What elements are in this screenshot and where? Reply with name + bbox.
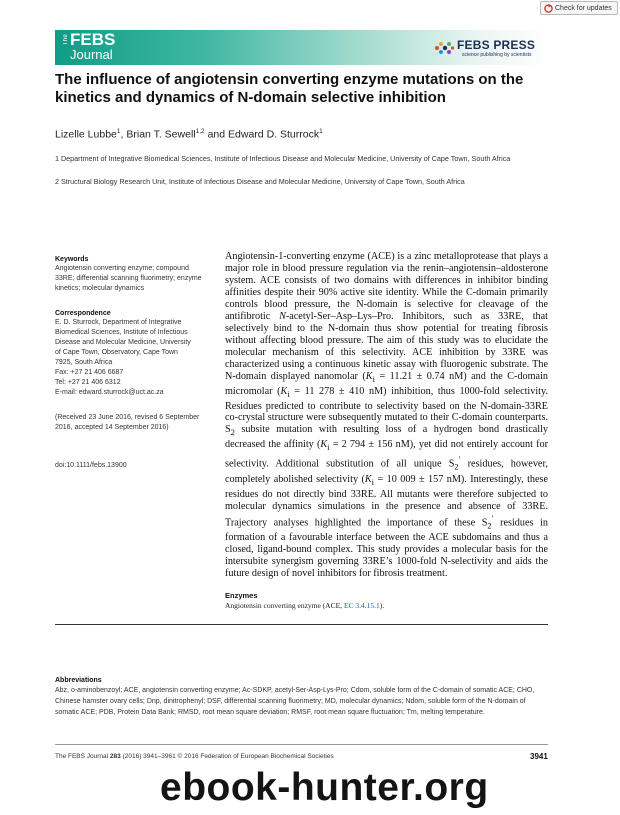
- abstract-subscript: i: [287, 388, 290, 399]
- article-title: The influence of angiotensin converting enzyme mutations on the kinetics and dynamics of N-domain selective inhibition: [55, 71, 524, 106]
- correspondence-line: 7925, South Africa: [55, 359, 113, 366]
- journal-logo-febs: FEBS: [70, 30, 116, 49]
- affiliation: 2 Structural Biology Research Unit, Institute of Infectious Disease and Molecular Medicine, University of Cape Town, South Africa: [55, 177, 465, 186]
- correspondence-heading: Correspondence: [55, 310, 111, 317]
- author-affiliation-mark: 1: [319, 128, 323, 135]
- affiliation: 1 Department of Integrative Biomedical Sciences, Institute of Infectious Disease and Molecular Medicine, University of Cape Town, South Africa: [55, 154, 511, 163]
- abstract-text: Angiotensin-1-converting enzyme (ACE) is a zinc metalloprotease that plays a major role in blood pressure regulation via the renin–angiotensin–aldosterone system. ACE consists of two domains with differences in inhibitor binding affinities despite their 90% active site identity. While the C-domain primarily controls blood pressure, the N-domain is selective for cleavage of the antifibrotic: [225, 251, 548, 322]
- abstract-text: residues, however, completely abolished selectivity (: [225, 458, 548, 485]
- abstract-subscript: 2: [454, 461, 459, 472]
- ec-number-link[interactable]: EC 3.4.15.1: [343, 601, 380, 610]
- author-conjunction: and: [207, 128, 226, 141]
- correspondence-block: [55, 318, 210, 398]
- abstract-italic: K: [364, 473, 372, 485]
- refresh-icon: [544, 4, 553, 13]
- doi[interactable]: doi:10.1111/febs.13900: [55, 462, 127, 469]
- footer-volume: 283: [109, 753, 121, 760]
- keywords-heading: Keywords: [55, 256, 89, 263]
- abstract-italic: K: [280, 385, 288, 397]
- abstract: [225, 251, 548, 580]
- abstract-subscript: i: [372, 373, 375, 384]
- enzymes-tail: ).: [379, 601, 385, 610]
- abstract-text: subsite mutation with resulting loss of a hydrogen bond drastically decreased the affinity (: [225, 424, 548, 451]
- abstract-text: = 11 278 ± 410 nM) inhibition, thus 1000-fold selectivity. Residues predicted to contribute to selectivity based on the N-domain-33RE co-crystal structure were subsequently mutated to their C-domain counterparts. S: [225, 385, 548, 436]
- correspondence-line: Biomedical Sciences, Institute of Infectious: [55, 329, 188, 336]
- abstract-superscript: ′: [458, 454, 461, 465]
- author-affiliation-mark: 1,2: [195, 128, 205, 135]
- author-name: Lizelle Lubbe: [55, 128, 117, 141]
- correspondence-line: Disease and Molecular Medicine, University: [55, 339, 191, 346]
- abstract-text: = 10 009 ± 157 nM). Interestingly, these residues do not directly bind 33RE. All mutants were therefore subjected to molecular dynamics simulations in the presence and absence of 33RE. Trajectory analyses highlighted the importance of these S: [225, 473, 548, 529]
- abstract-italic: N: [279, 310, 286, 322]
- footer-copyright: (2016) 3941–3961 © 2016 Federation of European Biochemical Societies: [120, 753, 334, 760]
- footer-journal: The FEBS Journal: [55, 753, 110, 760]
- watermark: ebook-hunter.org: [160, 766, 489, 809]
- footer-citation: [55, 753, 334, 760]
- febs-press-name: FEBS PRESS: [457, 38, 536, 52]
- abstract-subscript: 2: [487, 520, 492, 531]
- abstract-subscript: 2: [230, 427, 235, 438]
- enzymes-heading: Enzymes: [225, 591, 258, 600]
- abstract-subscript: i: [371, 476, 375, 487]
- received-dates: (Received 23 June 2016, revised 6 September 2016, accepted 14 September 2016): [55, 414, 200, 431]
- footer-divider: [55, 744, 548, 745]
- febs-press-tagline: science publishing by scientists: [462, 52, 532, 58]
- abstract-superscript: ′: [491, 512, 494, 523]
- correspondence-email[interactable]: E-mail: edward.sturrock@uct.ac.za: [55, 389, 164, 396]
- correspondence-line: Fax: +27 21 406 6687: [55, 369, 124, 376]
- correspondence-line: Tel: +27 21 406 6312: [55, 379, 121, 386]
- keywords-text: Angiotensin converting enzyme; compound 33RE; differential scanning fluorimetry; enzyme kinetics; molecular dynamics: [55, 265, 202, 292]
- abstract-text: = 11.21 ± 0.74 nM) and the C-domain micromolar (: [225, 370, 549, 397]
- abstract-subscript: i: [327, 442, 330, 453]
- journal-logo-the: The: [63, 34, 69, 46]
- abstract-text: -acetyl-Ser–Asp–Lys–Pro. Inhibitors, such as 33RE, that selectively bind to the N-domain thus show potential for treating fibrosis without affecting blood pressure. The aim of this study was to elucidate the molecular mechanism of this selectivity. ACE inhibition by 33RE was characterized using a continuous kinetic assay with fluorogenic substrate. The N-domain displayed nanomolar (: [225, 310, 548, 382]
- abbreviations-heading: Abbreviations: [55, 677, 102, 684]
- author-affiliation-mark: 1: [116, 128, 121, 135]
- check-for-updates-label: Check for updates: [555, 5, 612, 12]
- author-list: Lizelle Lubbe$^1$, Brian T. Sewell$^{1,2}$ and Edward D. Sturrock$^1$: [55, 128, 323, 141]
- febs-press-logo-icon: [433, 39, 455, 57]
- abstract-text: residues in formation of a favourable interface between the ACE subdomains and thus a closed, ligand-bound complex. This study provides a molecular basis for the intersubite synergism governing 33RE’s 1000-fold N-selectivity and aids the future design of novel inhibitors for fibrosis treatment.: [225, 517, 548, 579]
- abstract-italic: K: [365, 370, 373, 382]
- journal-logo-journal: Journal: [70, 47, 113, 62]
- abstract-text: = 2 794 ± 156 nM), yet did not entirely account for selectivity. Additional substitution of all unique S: [225, 439, 548, 470]
- author-name: Brian T. Sewell: [126, 128, 196, 141]
- page-number: 3941: [530, 752, 548, 761]
- abbreviations-text: Abz, o-aminobenzoyl; ACE, angiotensin converting enzyme; Ac-SDKP, acetyl-Ser-Asp-Lys-Pro; Cdom, soluble form of the C-domain of somatic ACE; CHO, Chinese hamster ovary cells; Dnp, dinitrophenyl; DSF, differential scanning fluorimetry; MD, molecular dynamics; Ndom, soluble form of the N-domain of somatic ACE; PDB, Protein Data Bank; RMSD, root mean square deviation; RMSF, root mean square fluctuation; Tm, melting temperature.: [55, 687, 535, 716]
- correspondence-line: E. D. Sturrock, Department of Integrative: [55, 319, 182, 326]
- abstract-italic: K: [320, 439, 328, 451]
- correspondence-line: of Cape Town, Observatory, Cape Town: [55, 349, 178, 356]
- check-for-updates-button[interactable]: [540, 1, 618, 15]
- enzymes-text: [225, 601, 384, 610]
- section-divider: [55, 624, 548, 625]
- enzymes-label: Angiotensin converting enzyme (ACE,: [225, 601, 344, 610]
- author-name: Edward D. Sturrock: [228, 128, 320, 141]
